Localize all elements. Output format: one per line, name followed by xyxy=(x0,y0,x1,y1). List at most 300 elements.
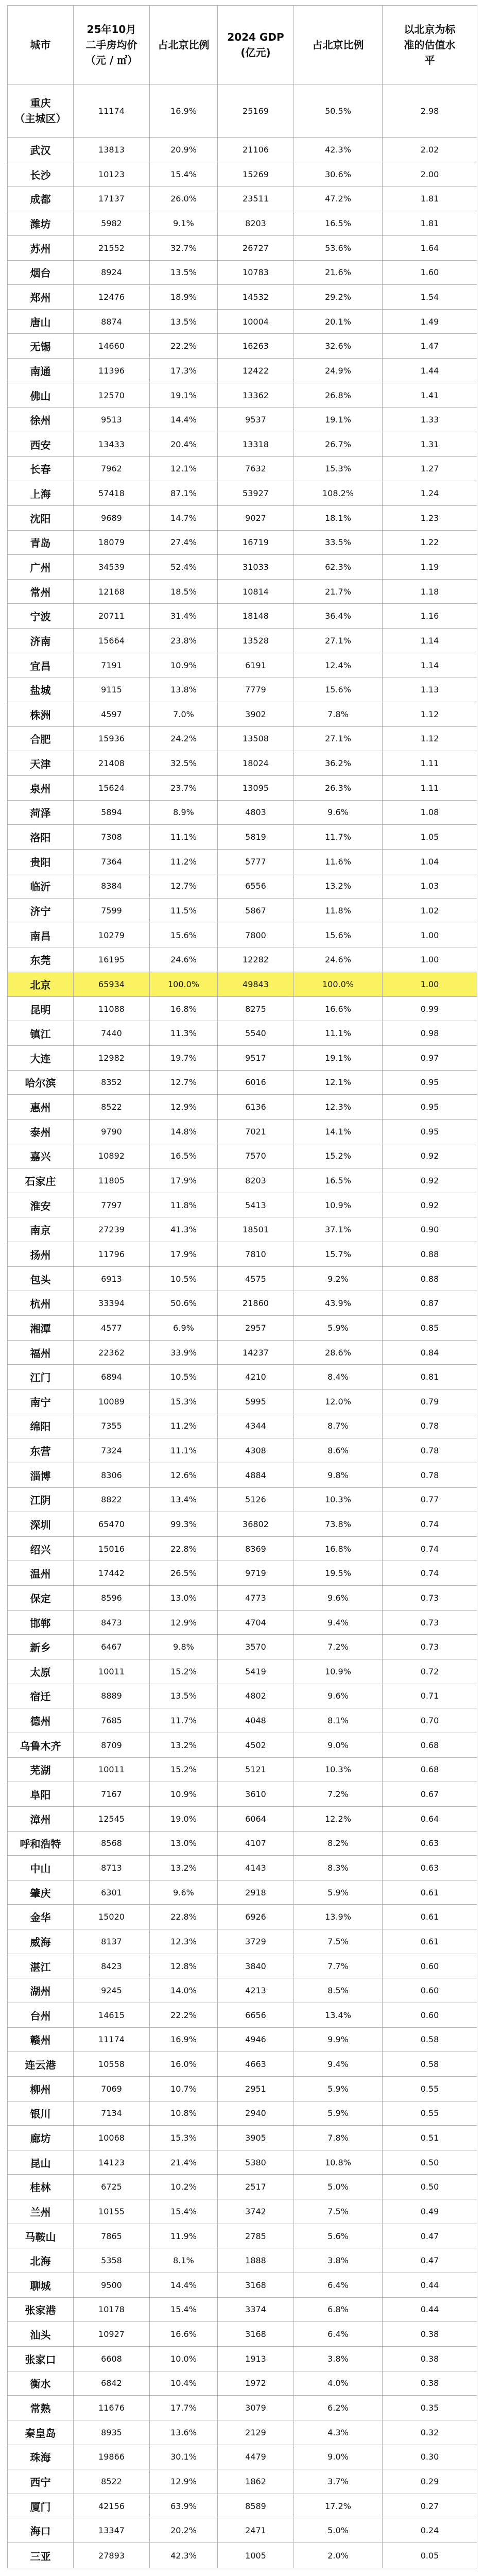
price-cell: 7134 xyxy=(74,2101,150,2126)
price-cell: 15020 xyxy=(74,1905,150,1929)
price-cell: 12570 xyxy=(74,383,150,408)
table-row xyxy=(8,1095,477,1120)
gdp-ratio-cell: 16.8% xyxy=(294,1536,383,1561)
gdp-ratio-cell: 6.8% xyxy=(294,2297,383,2322)
city-name: 太原 xyxy=(30,1666,51,1679)
valuation-cell: 0.78 xyxy=(383,1438,477,1463)
price-cell: 8596 xyxy=(74,1586,150,1611)
city-cell xyxy=(8,2469,74,2494)
city-cell xyxy=(8,1905,74,1929)
valuation-cell: 0.79 xyxy=(383,1389,477,1414)
price-ratio-cell: 12.7% xyxy=(150,1070,218,1095)
price-ratio-cell: 16.8% xyxy=(150,996,218,1021)
gdp-cell: 5540 xyxy=(218,1021,294,1046)
gdp-ratio-cell: 53.6% xyxy=(294,235,383,260)
gdp-cell: 2951 xyxy=(218,2076,294,2101)
gdp-ratio-cell: 7.8% xyxy=(294,2126,383,2150)
city-cell xyxy=(8,2518,74,2543)
gdp-cell: 1888 xyxy=(218,2248,294,2273)
city-cell xyxy=(8,334,74,359)
price-cell: 8522 xyxy=(74,1095,150,1120)
gdp-cell: 3610 xyxy=(218,1782,294,1807)
price-cell: 15016 xyxy=(74,1536,150,1561)
city-name: 三亚 xyxy=(30,2550,51,2563)
city-header xyxy=(8,6,74,84)
price-ratio-cell: 12.8% xyxy=(150,1954,218,1978)
price-ratio-cell: 23.8% xyxy=(150,629,218,653)
price-cell: 10011 xyxy=(74,1757,150,1782)
valuation-cell: 0.61 xyxy=(383,1929,477,1954)
table-row xyxy=(8,1610,477,1635)
table-row xyxy=(8,1389,477,1414)
city-cell xyxy=(8,1070,74,1095)
price-ratio-cell: 22.8% xyxy=(150,1905,218,1929)
table-row xyxy=(8,604,477,629)
price-ratio-cell: 13.5% xyxy=(150,309,218,334)
city-cell xyxy=(8,2199,74,2224)
table-row xyxy=(8,2076,477,2101)
city-cell xyxy=(8,2445,74,2469)
gdp-cell: 13095 xyxy=(218,775,294,800)
table-row xyxy=(8,1168,477,1193)
valuation-cell: 0.60 xyxy=(383,2003,477,2027)
price-cell: 9790 xyxy=(74,1119,150,1144)
gdp-cell: 7570 xyxy=(218,1144,294,1168)
valuation-cell: 0.85 xyxy=(383,1316,477,1341)
price-ratio-cell: 41.3% xyxy=(150,1217,218,1242)
city-name: 湖州 xyxy=(30,1985,51,1998)
price-cell: 34539 xyxy=(74,555,150,580)
gdp-cell: 4107 xyxy=(218,1831,294,1856)
price-ratio-cell: 17.9% xyxy=(150,1168,218,1193)
gdp-cell: 6191 xyxy=(218,653,294,677)
valuation-cell: 0.51 xyxy=(383,2126,477,2150)
price-ratio-cell: 13.5% xyxy=(150,260,218,285)
city-name: 宁波 xyxy=(30,611,51,623)
gdp-ratio-cell: 7.2% xyxy=(294,1635,383,1659)
valuation-cell: 1.41 xyxy=(383,383,477,408)
price-ratio-cell: 31.4% xyxy=(150,604,218,629)
city-name: 沈阳 xyxy=(30,512,51,525)
city-name: 衡水 xyxy=(30,2378,51,2391)
gdp-ratio-cell: 12.3% xyxy=(294,1095,383,1120)
city-name: 桂林 xyxy=(30,2181,51,2194)
valuation-cell: 0.74 xyxy=(383,1536,477,1561)
price-ratio-cell: 12.3% xyxy=(150,1929,218,1954)
gdp-cell: 6064 xyxy=(218,1806,294,1831)
table-row xyxy=(8,775,477,800)
city-cell xyxy=(8,2027,74,2052)
table-row xyxy=(8,1046,477,1071)
city-cell xyxy=(8,1586,74,1611)
city-name: 江门 xyxy=(30,1371,51,1384)
city-cell xyxy=(8,653,74,677)
gdp-ratio-cell: 9.6% xyxy=(294,800,383,825)
city-name: 长春 xyxy=(30,463,51,476)
price-ratio-cell: 10.9% xyxy=(150,653,218,677)
city-name: 潍坊 xyxy=(30,218,51,231)
table-row xyxy=(8,1365,477,1389)
table-row xyxy=(8,84,477,138)
price-cell: 8568 xyxy=(74,1831,150,1856)
gdp-ratio-cell: 16.5% xyxy=(294,211,383,236)
gdp-cell: 8589 xyxy=(218,2494,294,2518)
price-ratio-cell: 19.1% xyxy=(150,383,218,408)
gdp-ratio-cell: 3.8% xyxy=(294,2346,383,2371)
price-cell: 5358 xyxy=(74,2248,150,2273)
table-row xyxy=(8,849,477,874)
city-cell xyxy=(8,1144,74,1168)
valuation-cell: 0.77 xyxy=(383,1487,477,1512)
price-ratio-cell: 11.5% xyxy=(150,899,218,923)
valuation-cell: 1.11 xyxy=(383,751,477,776)
gdp-cell: 21106 xyxy=(218,138,294,162)
gdp-ratio-cell: 13.4% xyxy=(294,2003,383,2027)
valuation-cell: 0.61 xyxy=(383,1880,477,1905)
gdp-cell: 23511 xyxy=(218,187,294,211)
city-cell xyxy=(8,383,74,408)
gdp-cell: 36802 xyxy=(218,1512,294,1537)
city-name: 青岛 xyxy=(30,537,51,550)
gdp-ratio-cell: 15.3% xyxy=(294,456,383,481)
city-cell xyxy=(8,2076,74,2101)
price-cell: 8137 xyxy=(74,1929,150,1954)
city-cell xyxy=(8,2150,74,2175)
price-cell: 7167 xyxy=(74,1782,150,1807)
gdp-ratio-cell: 2.0% xyxy=(294,2543,383,2568)
gdp-cell: 6016 xyxy=(218,1070,294,1095)
price-ratio-cell: 9.8% xyxy=(150,1635,218,1659)
city-name: 上海 xyxy=(30,488,51,501)
table-row xyxy=(8,2027,477,2052)
valuation-cell: 0.68 xyxy=(383,1757,477,1782)
valuation-cell: 0.81 xyxy=(383,1365,477,1389)
valuation-cell: 0.95 xyxy=(383,1119,477,1144)
gdp-ratio-cell: 30.6% xyxy=(294,162,383,187)
price-ratio-cell: 24.2% xyxy=(150,726,218,751)
city-name: 中山 xyxy=(30,1862,51,1875)
table-row xyxy=(8,138,477,162)
price-cell: 7865 xyxy=(74,2224,150,2248)
table-row xyxy=(8,1856,477,1880)
price-ratio-cell: 7.0% xyxy=(150,702,218,727)
city-cell xyxy=(8,2494,74,2518)
price-cell: 20711 xyxy=(74,604,150,629)
city-cell xyxy=(8,456,74,481)
city-cell xyxy=(8,1806,74,1831)
gdp-ratio-cell: 8.5% xyxy=(294,1978,383,2003)
price-cell: 8874 xyxy=(74,309,150,334)
price-cell: 11396 xyxy=(74,359,150,383)
valuation-cell: 0.78 xyxy=(383,1414,477,1438)
city-name: 扬州 xyxy=(30,1248,51,1261)
price-cell: 8713 xyxy=(74,1856,150,1880)
city-cell xyxy=(8,1487,74,1512)
table-body xyxy=(8,84,477,2568)
city-name: 珠海 xyxy=(30,2451,51,2464)
table-row xyxy=(8,1929,477,1954)
gdp-ratio-cell: 9.0% xyxy=(294,2445,383,2469)
city-cell xyxy=(8,677,74,702)
gdp-cell: 4143 xyxy=(218,1856,294,1880)
price-ratio-cell: 11.3% xyxy=(150,1021,218,1046)
valuation-cell: 1.03 xyxy=(383,874,477,899)
city-name: 绵阳 xyxy=(30,1420,51,1433)
price-cell: 22362 xyxy=(74,1340,150,1365)
price-cell: 13347 xyxy=(74,2518,150,2543)
gdp-cell: 13318 xyxy=(218,432,294,456)
table-row xyxy=(8,1659,477,1684)
gdp-ratio-cell: 9.2% xyxy=(294,1266,383,1291)
price-ratio-cell: 14.7% xyxy=(150,505,218,530)
table-row xyxy=(8,456,477,481)
gdp-cell: 9537 xyxy=(218,408,294,432)
valuation-cell: 0.50 xyxy=(383,2150,477,2175)
gdp-cell: 4946 xyxy=(218,2027,294,2052)
price-cell: 10279 xyxy=(74,923,150,947)
valuation-cell: 1.54 xyxy=(383,285,477,310)
valuation-cell: 0.50 xyxy=(383,2175,477,2199)
table-row xyxy=(8,1586,477,1611)
city-name: 济南 xyxy=(30,635,51,648)
city-cell xyxy=(8,1561,74,1586)
city-name: 连云港 xyxy=(25,2059,56,2072)
gdp-cell: 2471 xyxy=(218,2518,294,2543)
price-cell: 12168 xyxy=(74,579,150,604)
gdp-ratio-cell: 10.8% xyxy=(294,2150,383,2175)
gdp-ratio-cell: 8.3% xyxy=(294,1856,383,1880)
table-row xyxy=(8,505,477,530)
gdp-ratio-cell: 16.5% xyxy=(294,1168,383,1193)
city-cell xyxy=(8,2224,74,2248)
gdp-cell: 5995 xyxy=(218,1389,294,1414)
price-cell: 12982 xyxy=(74,1046,150,1071)
gdp-cell: 1005 xyxy=(218,2543,294,2568)
city-cell xyxy=(8,1021,74,1046)
city-cell xyxy=(8,2371,74,2396)
price-ratio-cell: 20.4% xyxy=(150,432,218,456)
price-ratio-cell: 17.9% xyxy=(150,1242,218,1267)
price-ratio-cell: 15.4% xyxy=(150,162,218,187)
city-cell xyxy=(8,555,74,580)
gdp-cell: 5419 xyxy=(218,1659,294,1684)
gdp-cell: 2517 xyxy=(218,2175,294,2199)
header-line: 平 xyxy=(424,54,435,66)
header-line: 占北京比例 xyxy=(158,39,210,51)
price-cell: 5894 xyxy=(74,800,150,825)
table-row xyxy=(8,2101,477,2126)
price-cell: 7962 xyxy=(74,456,150,481)
city-cell xyxy=(8,1659,74,1684)
gdp-ratio-cell: 10.3% xyxy=(294,1487,383,1512)
gdp-ratio-cell: 15.6% xyxy=(294,677,383,702)
city-name: 威海 xyxy=(30,1936,51,1948)
price-ratio-cell: 15.4% xyxy=(150,2297,218,2322)
price-ratio-cell: 20.2% xyxy=(150,2518,218,2543)
city-name: 徐州 xyxy=(30,414,51,427)
city-cell xyxy=(8,1782,74,1807)
price-cell: 10123 xyxy=(74,162,150,187)
header-line: 2024 GDP xyxy=(227,31,284,43)
gdp-ratio-cell: 12.1% xyxy=(294,1070,383,1095)
table-row xyxy=(8,285,477,310)
gdp-ratio-cell: 14.1% xyxy=(294,1119,383,1144)
valuation-cell: 0.60 xyxy=(383,1954,477,1978)
gdp-cell: 12282 xyxy=(218,947,294,972)
city-cell xyxy=(8,899,74,923)
price-ratio-cell: 14.4% xyxy=(150,408,218,432)
price-ratio-cell: 11.8% xyxy=(150,1193,218,1217)
price-ratio-cell: 11.7% xyxy=(150,1708,218,1733)
price-ratio-cell: 13.6% xyxy=(150,2420,218,2445)
table-row xyxy=(8,481,477,506)
price-cell: 8352 xyxy=(74,1070,150,1095)
price-cell: 17442 xyxy=(74,1561,150,1586)
gdp-ratio-cell: 5.0% xyxy=(294,2175,383,2199)
valuation-cell: 0.73 xyxy=(383,1635,477,1659)
valuation-cell: 0.29 xyxy=(383,2469,477,2494)
gdp-ratio-cell: 5.9% xyxy=(294,1316,383,1341)
gdp-cell: 2940 xyxy=(218,2101,294,2126)
gdp-ratio-cell: 73.8% xyxy=(294,1512,383,1537)
valuation-cell: 0.87 xyxy=(383,1291,477,1316)
table-row xyxy=(8,2297,477,2322)
price-ratio-cell: 11.2% xyxy=(150,1414,218,1438)
table-row xyxy=(8,579,477,604)
valuation-cell: 1.24 xyxy=(383,481,477,506)
price-cell: 10068 xyxy=(74,2126,150,2150)
valuation-cell: 0.38 xyxy=(383,2322,477,2347)
table-row xyxy=(8,923,477,947)
gdp-cell: 4048 xyxy=(218,1708,294,1733)
table-row xyxy=(8,1144,477,1168)
gdp-cell: 5819 xyxy=(218,825,294,850)
price-ratio-cell: 22.2% xyxy=(150,334,218,359)
gdp-cell: 6656 xyxy=(218,2003,294,2027)
table-row xyxy=(8,235,477,260)
gdp-ratio-cell: 7.8% xyxy=(294,702,383,727)
price-cell: 8306 xyxy=(74,1463,150,1487)
price-cell: 11796 xyxy=(74,1242,150,1267)
city-name: 湘潭 xyxy=(30,1322,51,1335)
gdp-ratio-cell: 9.6% xyxy=(294,1684,383,1708)
city-cell xyxy=(8,1536,74,1561)
price-cell: 11805 xyxy=(74,1168,150,1193)
city-name: 张家口 xyxy=(25,2353,56,2366)
price-cell: 8473 xyxy=(74,1610,150,1635)
price-cell: 57418 xyxy=(74,481,150,506)
gdp-cell: 4704 xyxy=(218,1610,294,1635)
city-name: 芜湖 xyxy=(30,1764,51,1777)
table-row xyxy=(8,1070,477,1095)
price-ratio-cell: 16.9% xyxy=(150,84,218,138)
price-ratio-cell: 10.4% xyxy=(150,2371,218,2396)
gdp-ratio-cell: 9.4% xyxy=(294,1610,383,1635)
gdp-ratio-cell: 11.1% xyxy=(294,1021,383,1046)
gdp-cell: 4308 xyxy=(218,1438,294,1463)
price-cell: 14660 xyxy=(74,334,150,359)
gdp-ratio-cell: 6.2% xyxy=(294,2396,383,2420)
gdp-ratio-cell: 15.6% xyxy=(294,923,383,947)
price-ratio-cell: 10.8% xyxy=(150,2101,218,2126)
city-name: 重庆 xyxy=(30,97,51,110)
city-name: 德州 xyxy=(30,1715,51,1728)
city-name: 聊城 xyxy=(30,2279,51,2292)
city-cell xyxy=(8,235,74,260)
price-ratio-cell: 100.0% xyxy=(150,972,218,997)
valuation-cell: 0.70 xyxy=(383,1708,477,1733)
valuation-cell: 0.88 xyxy=(383,1242,477,1267)
table-row xyxy=(8,1266,477,1291)
gdp-cell: 3168 xyxy=(218,2322,294,2347)
valuation-cell: 0.97 xyxy=(383,1046,477,1071)
city-cell xyxy=(8,996,74,1021)
valuation-cell: 0.92 xyxy=(383,1168,477,1193)
gdp-ratio-cell: 7.7% xyxy=(294,1954,383,1978)
price-ratio-cell: 11.9% xyxy=(150,2224,218,2248)
city-cell xyxy=(8,84,74,138)
table-row xyxy=(8,1684,477,1708)
valuation-cell: 1.23 xyxy=(383,505,477,530)
city-name: 廊坊 xyxy=(30,2132,51,2145)
gdp-ratio-cell: 10.9% xyxy=(294,1193,383,1217)
gdp-ratio-cell: 24.9% xyxy=(294,359,383,383)
table-row xyxy=(8,211,477,236)
city-cell xyxy=(8,2346,74,2371)
table-row xyxy=(8,899,477,923)
gdp-ratio-cell: 5.0% xyxy=(294,2518,383,2543)
table-row xyxy=(8,162,477,187)
gdp-ratio-cell: 100.0% xyxy=(294,972,383,997)
gdp-cell: 13362 xyxy=(218,383,294,408)
price-cell: 6301 xyxy=(74,1880,150,1905)
city-cell xyxy=(8,825,74,850)
valuation-cell: 0.24 xyxy=(383,2518,477,2543)
price-ratio-cell: 14.0% xyxy=(150,1978,218,2003)
city-cell xyxy=(8,1046,74,1071)
valuation-cell: 1.14 xyxy=(383,653,477,677)
city-name: 临沂 xyxy=(30,880,51,893)
city-name: 菏泽 xyxy=(30,807,51,820)
valuation-cell: 0.35 xyxy=(383,2396,477,2420)
valuation-cell: 0.74 xyxy=(383,1512,477,1537)
valuation-cell: 0.47 xyxy=(383,2224,477,2248)
gdp-cell: 15269 xyxy=(218,162,294,187)
price-cell: 6894 xyxy=(74,1365,150,1389)
price-ratio-cell: 19.0% xyxy=(150,1806,218,1831)
price-cell: 9245 xyxy=(74,1978,150,2003)
city-name: 邯郸 xyxy=(30,1617,51,1630)
city-cell xyxy=(8,1463,74,1487)
price-ratio-cell: 13.5% xyxy=(150,1684,218,1708)
price-cell: 8709 xyxy=(74,1733,150,1757)
table-row xyxy=(8,2273,477,2298)
city-cell xyxy=(8,947,74,972)
valuation-cell: 1.11 xyxy=(383,775,477,800)
gdp-cell: 1913 xyxy=(218,2346,294,2371)
price-cell: 10892 xyxy=(74,1144,150,1168)
header-line: (亿元) xyxy=(240,46,271,59)
valuation-cell: 1.31 xyxy=(383,432,477,456)
city-cell xyxy=(8,187,74,211)
gdp-cell: 16263 xyxy=(218,334,294,359)
price-ratio-cell: 10.9% xyxy=(150,1782,218,1807)
table-row xyxy=(8,677,477,702)
price-cell: 4597 xyxy=(74,702,150,727)
city-cell xyxy=(8,138,74,162)
valuation-cell: 0.05 xyxy=(383,2543,477,2568)
city-name: 肇庆 xyxy=(30,1887,51,1900)
